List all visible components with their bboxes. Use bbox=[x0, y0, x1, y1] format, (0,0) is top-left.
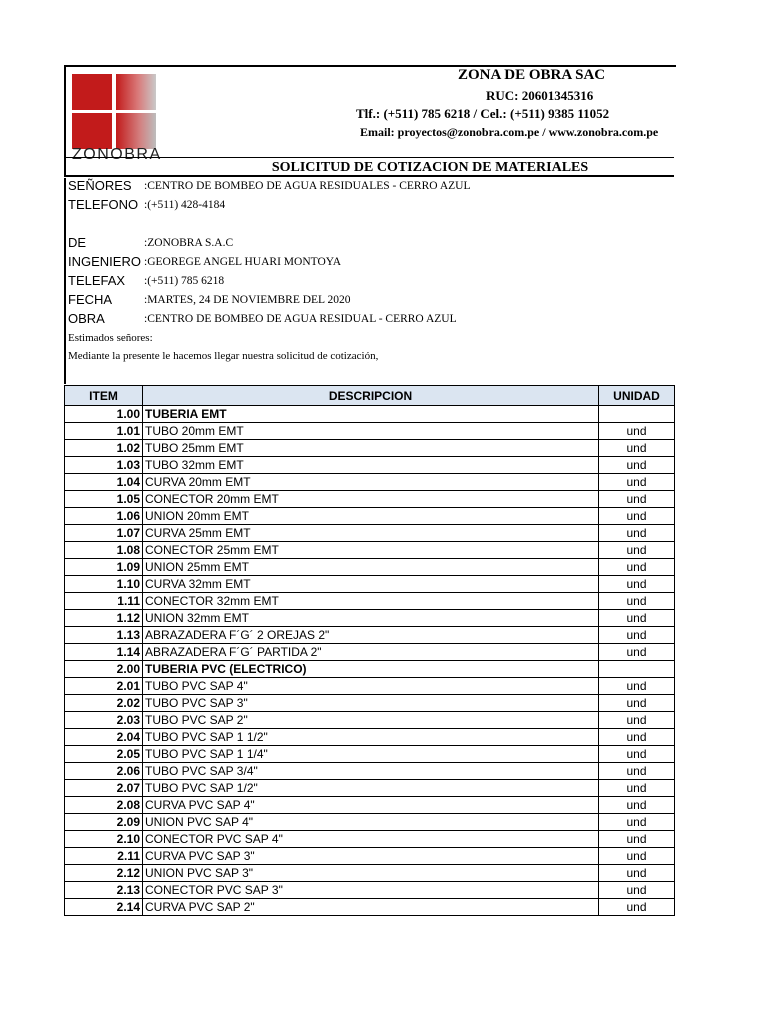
table-row bbox=[65, 746, 675, 763]
table-row bbox=[65, 559, 675, 576]
table-row bbox=[65, 729, 675, 746]
ingeniero-value: :GEOREGE ANGEL HUARI MONTOYA bbox=[144, 256, 342, 268]
descripcion-cell: UNION 25mm EMT bbox=[143, 559, 599, 576]
item-cell: 1.07 bbox=[65, 525, 143, 542]
request-info bbox=[64, 178, 676, 384]
table-row bbox=[65, 865, 675, 882]
item-cell: 1.00 bbox=[65, 406, 143, 423]
table-body bbox=[65, 406, 675, 916]
descripcion-cell: UNION 32mm EMT bbox=[143, 610, 599, 627]
unidad-cell: und bbox=[599, 491, 675, 508]
descripcion-cell: TUBO 32mm EMT bbox=[143, 457, 599, 474]
table-row bbox=[65, 406, 675, 423]
table-row bbox=[65, 797, 675, 814]
logo-square-icon bbox=[116, 74, 156, 110]
item-cell: 2.05 bbox=[65, 746, 143, 763]
unidad-cell: und bbox=[599, 712, 675, 729]
table-row bbox=[65, 525, 675, 542]
table-row bbox=[65, 814, 675, 831]
logo-square-icon bbox=[72, 113, 112, 149]
descripcion-cell: CURVA 20mm EMT bbox=[143, 474, 599, 491]
descripcion-cell: CONECTOR 32mm EMT bbox=[143, 593, 599, 610]
item-cell: 1.02 bbox=[65, 440, 143, 457]
telefax-label: TELEFAX bbox=[68, 273, 126, 288]
unidad-cell: und bbox=[599, 525, 675, 542]
item-cell: 2.03 bbox=[65, 712, 143, 729]
table-row bbox=[65, 882, 675, 899]
item-cell: 1.14 bbox=[65, 644, 143, 661]
item-cell: 2.14 bbox=[65, 899, 143, 916]
item-cell: 2.07 bbox=[65, 780, 143, 797]
item-cell: 2.00 bbox=[65, 661, 143, 678]
table-row bbox=[65, 576, 675, 593]
logo-text: ZONOBRA bbox=[72, 146, 162, 163]
table-row bbox=[65, 491, 675, 508]
unidad-cell: und bbox=[599, 695, 675, 712]
table-row bbox=[65, 661, 675, 678]
unidad-cell: und bbox=[599, 882, 675, 899]
item-cell: 2.06 bbox=[65, 763, 143, 780]
telefono-value: :(+511) 428-4184 bbox=[144, 199, 226, 211]
company-email: Email: proyectos@zonobra.com.pe / www.zonobra.com.pe bbox=[360, 125, 659, 139]
unidad-cell: und bbox=[599, 729, 675, 746]
item-cell: 1.05 bbox=[65, 491, 143, 508]
item-cell: 2.09 bbox=[65, 814, 143, 831]
unidad-cell: und bbox=[599, 423, 675, 440]
company-phones: Tlf.: (+511) 785 6218 / Cel.: (+511) 9385 11052 bbox=[356, 106, 610, 121]
telefono-label: TELEFONO bbox=[68, 197, 139, 212]
unidad-cell: und bbox=[599, 610, 675, 627]
unidad-cell: und bbox=[599, 797, 675, 814]
descripcion-cell: CONECTOR 20mm EMT bbox=[143, 491, 599, 508]
senores-label: SEÑORES bbox=[68, 178, 132, 193]
zonobra-logo bbox=[72, 74, 162, 163]
table-row bbox=[65, 542, 675, 559]
column-header-descripcion: DESCRIPCION bbox=[143, 386, 599, 406]
descripcion-cell: ABRAZADERA F´G´ PARTIDA 2" bbox=[143, 644, 599, 661]
senores-value: :CENTRO DE BOMBEO DE AGUA RESIDUALES - CERRO AZUL bbox=[144, 180, 471, 192]
form-title: SOLICITUD DE COTIZACION DE MATERIALES bbox=[64, 157, 674, 177]
descripcion-cell: TUBO PVC SAP 3/4" bbox=[143, 763, 599, 780]
descripcion-cell: CURVA 25mm EMT bbox=[143, 525, 599, 542]
company-name: ZONA DE OBRA SAC bbox=[458, 67, 606, 83]
table-row bbox=[65, 678, 675, 695]
item-cell: 2.02 bbox=[65, 695, 143, 712]
de-value: :ZONOBRA S.A.C bbox=[144, 237, 234, 249]
unidad-cell: und bbox=[599, 780, 675, 797]
table-header-row bbox=[65, 386, 675, 406]
unidad-cell: und bbox=[599, 593, 675, 610]
table-row bbox=[65, 423, 675, 440]
fecha-value: :MARTES, 24 DE NOVIEMBRE DEL 2020 bbox=[144, 294, 351, 306]
logo-square-icon bbox=[116, 113, 156, 149]
table-row bbox=[65, 610, 675, 627]
descripcion-cell: CURVA PVC SAP 4" bbox=[143, 797, 599, 814]
table-row bbox=[65, 440, 675, 457]
table-row bbox=[65, 457, 675, 474]
descripcion-cell: CURVA PVC SAP 3" bbox=[143, 848, 599, 865]
descripcion-cell: TUBO PVC SAP 1 1/4" bbox=[143, 746, 599, 763]
descripcion-cell: TUBO 20mm EMT bbox=[143, 423, 599, 440]
item-cell: 1.08 bbox=[65, 542, 143, 559]
descripcion-cell: TUBO 25mm EMT bbox=[143, 440, 599, 457]
descripcion-cell: CONECTOR 25mm EMT bbox=[143, 542, 599, 559]
table-row bbox=[65, 780, 675, 797]
unidad-cell: und bbox=[599, 627, 675, 644]
telefax-value: :(+511) 785 6218 bbox=[144, 275, 225, 287]
item-cell: 1.09 bbox=[65, 559, 143, 576]
unidad-cell: und bbox=[599, 678, 675, 695]
obra-value: :CENTRO DE BOMBEO DE AGUA RESIDUAL - CERRO AZUL bbox=[144, 313, 457, 325]
item-cell: 1.06 bbox=[65, 508, 143, 525]
item-cell: 1.13 bbox=[65, 627, 143, 644]
unidad-cell: und bbox=[599, 457, 675, 474]
unidad-cell: und bbox=[599, 559, 675, 576]
descripcion-cell: TUBO PVC SAP 1/2" bbox=[143, 780, 599, 797]
materials-table bbox=[64, 385, 675, 916]
sheet-header bbox=[64, 65, 676, 163]
descripcion-cell: TUBO PVC SAP 3" bbox=[143, 695, 599, 712]
descripcion-cell: TUBERIA PVC (ELECTRICO) bbox=[143, 661, 599, 678]
descripcion-cell: CONECTOR PVC SAP 3" bbox=[143, 882, 599, 899]
table-row bbox=[65, 899, 675, 916]
table-row bbox=[65, 712, 675, 729]
unidad-cell bbox=[599, 661, 675, 678]
descripcion-cell: CURVA 32mm EMT bbox=[143, 576, 599, 593]
de-label: DE bbox=[68, 235, 87, 250]
item-cell: 1.04 bbox=[65, 474, 143, 491]
unidad-cell bbox=[599, 406, 675, 423]
unidad-cell: und bbox=[599, 848, 675, 865]
table-row bbox=[65, 508, 675, 525]
descripcion-cell: CONECTOR PVC SAP 4" bbox=[143, 831, 599, 848]
descripcion-cell: UNION PVC SAP 4" bbox=[143, 814, 599, 831]
greeting-text: Estimados señores: bbox=[68, 332, 153, 344]
ingeniero-label: INGENIERO bbox=[68, 254, 141, 269]
table-row bbox=[65, 627, 675, 644]
logo-square-icon bbox=[72, 74, 112, 110]
unidad-cell: und bbox=[599, 474, 675, 491]
table-row bbox=[65, 644, 675, 661]
unidad-cell: und bbox=[599, 746, 675, 763]
company-ruc: RUC: 20601345316 bbox=[486, 88, 594, 103]
item-cell: 2.11 bbox=[65, 848, 143, 865]
obra-label: OBRA bbox=[68, 311, 105, 326]
unidad-cell: und bbox=[599, 644, 675, 661]
descripcion-cell: UNION 20mm EMT bbox=[143, 508, 599, 525]
item-cell: 1.03 bbox=[65, 457, 143, 474]
table-row bbox=[65, 848, 675, 865]
unidad-cell: und bbox=[599, 542, 675, 559]
item-cell: 1.01 bbox=[65, 423, 143, 440]
unidad-cell: und bbox=[599, 763, 675, 780]
table-row bbox=[65, 831, 675, 848]
item-cell: 1.11 bbox=[65, 593, 143, 610]
unidad-cell: und bbox=[599, 576, 675, 593]
descripcion-cell: ABRAZADERA F´G´ 2 OREJAS 2" bbox=[143, 627, 599, 644]
item-cell: 2.01 bbox=[65, 678, 143, 695]
descripcion-cell: TUBO PVC SAP 1 1/2" bbox=[143, 729, 599, 746]
fecha-label: FECHA bbox=[68, 292, 113, 307]
unidad-cell: und bbox=[599, 508, 675, 525]
table-row bbox=[65, 474, 675, 491]
unidad-cell: und bbox=[599, 831, 675, 848]
descripcion-cell: TUBO PVC SAP 4" bbox=[143, 678, 599, 695]
unidad-cell: und bbox=[599, 865, 675, 882]
item-cell: 2.10 bbox=[65, 831, 143, 848]
descripcion-cell: TUBERIA EMT bbox=[143, 406, 599, 423]
column-header-item: ITEM bbox=[65, 386, 143, 406]
table-row bbox=[65, 593, 675, 610]
item-cell: 2.13 bbox=[65, 882, 143, 899]
descripcion-cell: TUBO PVC SAP 2" bbox=[143, 712, 599, 729]
table-row bbox=[65, 763, 675, 780]
item-cell: 2.04 bbox=[65, 729, 143, 746]
table-row bbox=[65, 695, 675, 712]
unidad-cell: und bbox=[599, 899, 675, 916]
intro-text: Mediante la presente le hacemos llegar nuestra solicitud de cotización, bbox=[68, 350, 379, 362]
descripcion-cell: CURVA PVC SAP 2" bbox=[143, 899, 599, 916]
column-header-unidad: UNIDAD bbox=[599, 386, 675, 406]
item-cell: 2.12 bbox=[65, 865, 143, 882]
unidad-cell: und bbox=[599, 440, 675, 457]
unidad-cell: und bbox=[599, 814, 675, 831]
item-cell: 1.12 bbox=[65, 610, 143, 627]
item-cell: 1.10 bbox=[65, 576, 143, 593]
descripcion-cell: UNION PVC SAP 3" bbox=[143, 865, 599, 882]
item-cell: 2.08 bbox=[65, 797, 143, 814]
